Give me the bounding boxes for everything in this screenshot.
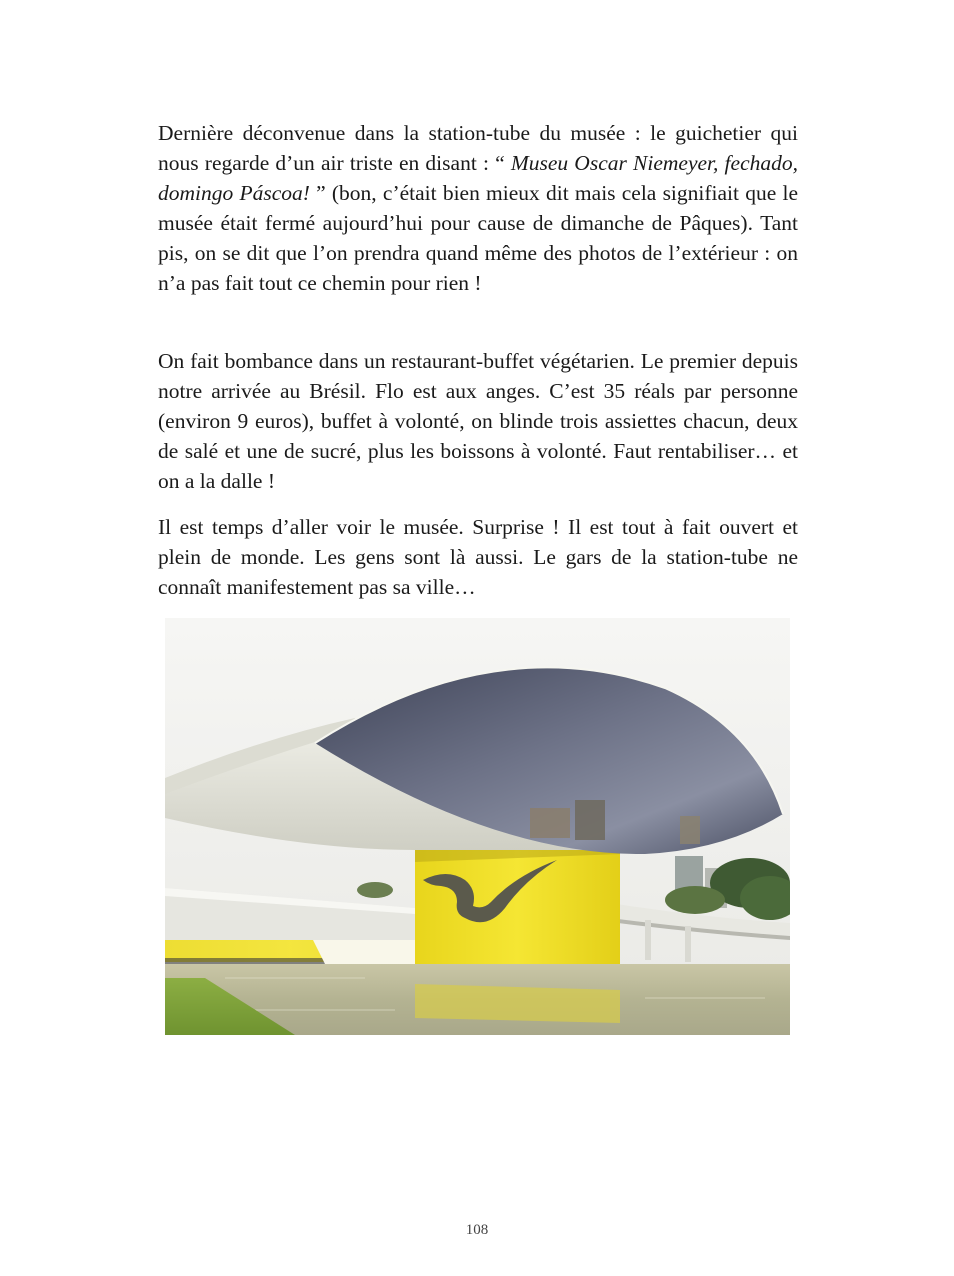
paragraph-museum-open bbox=[158, 512, 798, 602]
p1-after-quote: ” (bon, c’était bien mieux dit mais cela signifiait que le musée était fermé aujourd’hui pour cause de dimanche de Pâques). Tant pis, on se dit que l’on prendra quand même des photos de l’extérieur : on n’a pas fait tout ce chemin pour rien ! bbox=[158, 181, 798, 295]
p1-before-quote: Dernière déconvenue dans la station-tube du musée : le guichetier qui nous regarde d’un air triste en disant : “ bbox=[158, 121, 798, 175]
museum-illustration bbox=[165, 618, 790, 1035]
tower-reflection bbox=[415, 984, 620, 1023]
page-number: 108 bbox=[465, 1222, 489, 1238]
paragraph-museum-closed bbox=[158, 118, 798, 298]
p1-quote: Museu Oscar Niemeyer, fechado, domingo Páscoa! bbox=[158, 151, 798, 205]
p2-text: On fait bombance dans un restaurant-buffet végétarien. Le premier depuis notre arrivée au Brésil. Flo est aux anges. C’est 35 réals par personne (environ 9 euros), buffet à volonté, on blinde trois assiettes chacun, deux de salé et une de sucré, plus les boissons à volonté. Faut rentabiliser… et on a la dalle ! bbox=[158, 349, 798, 493]
p3-text: Il est temps d’aller voir le musée. Surprise ! Il est tout à fait ouvert et plein de monde. Les gens sont là aussi. Le gars de la station-tube ne connaît manifestement pas sa ville… bbox=[158, 515, 798, 599]
paragraph-restaurant bbox=[158, 346, 798, 496]
museum-photo bbox=[165, 618, 790, 1035]
